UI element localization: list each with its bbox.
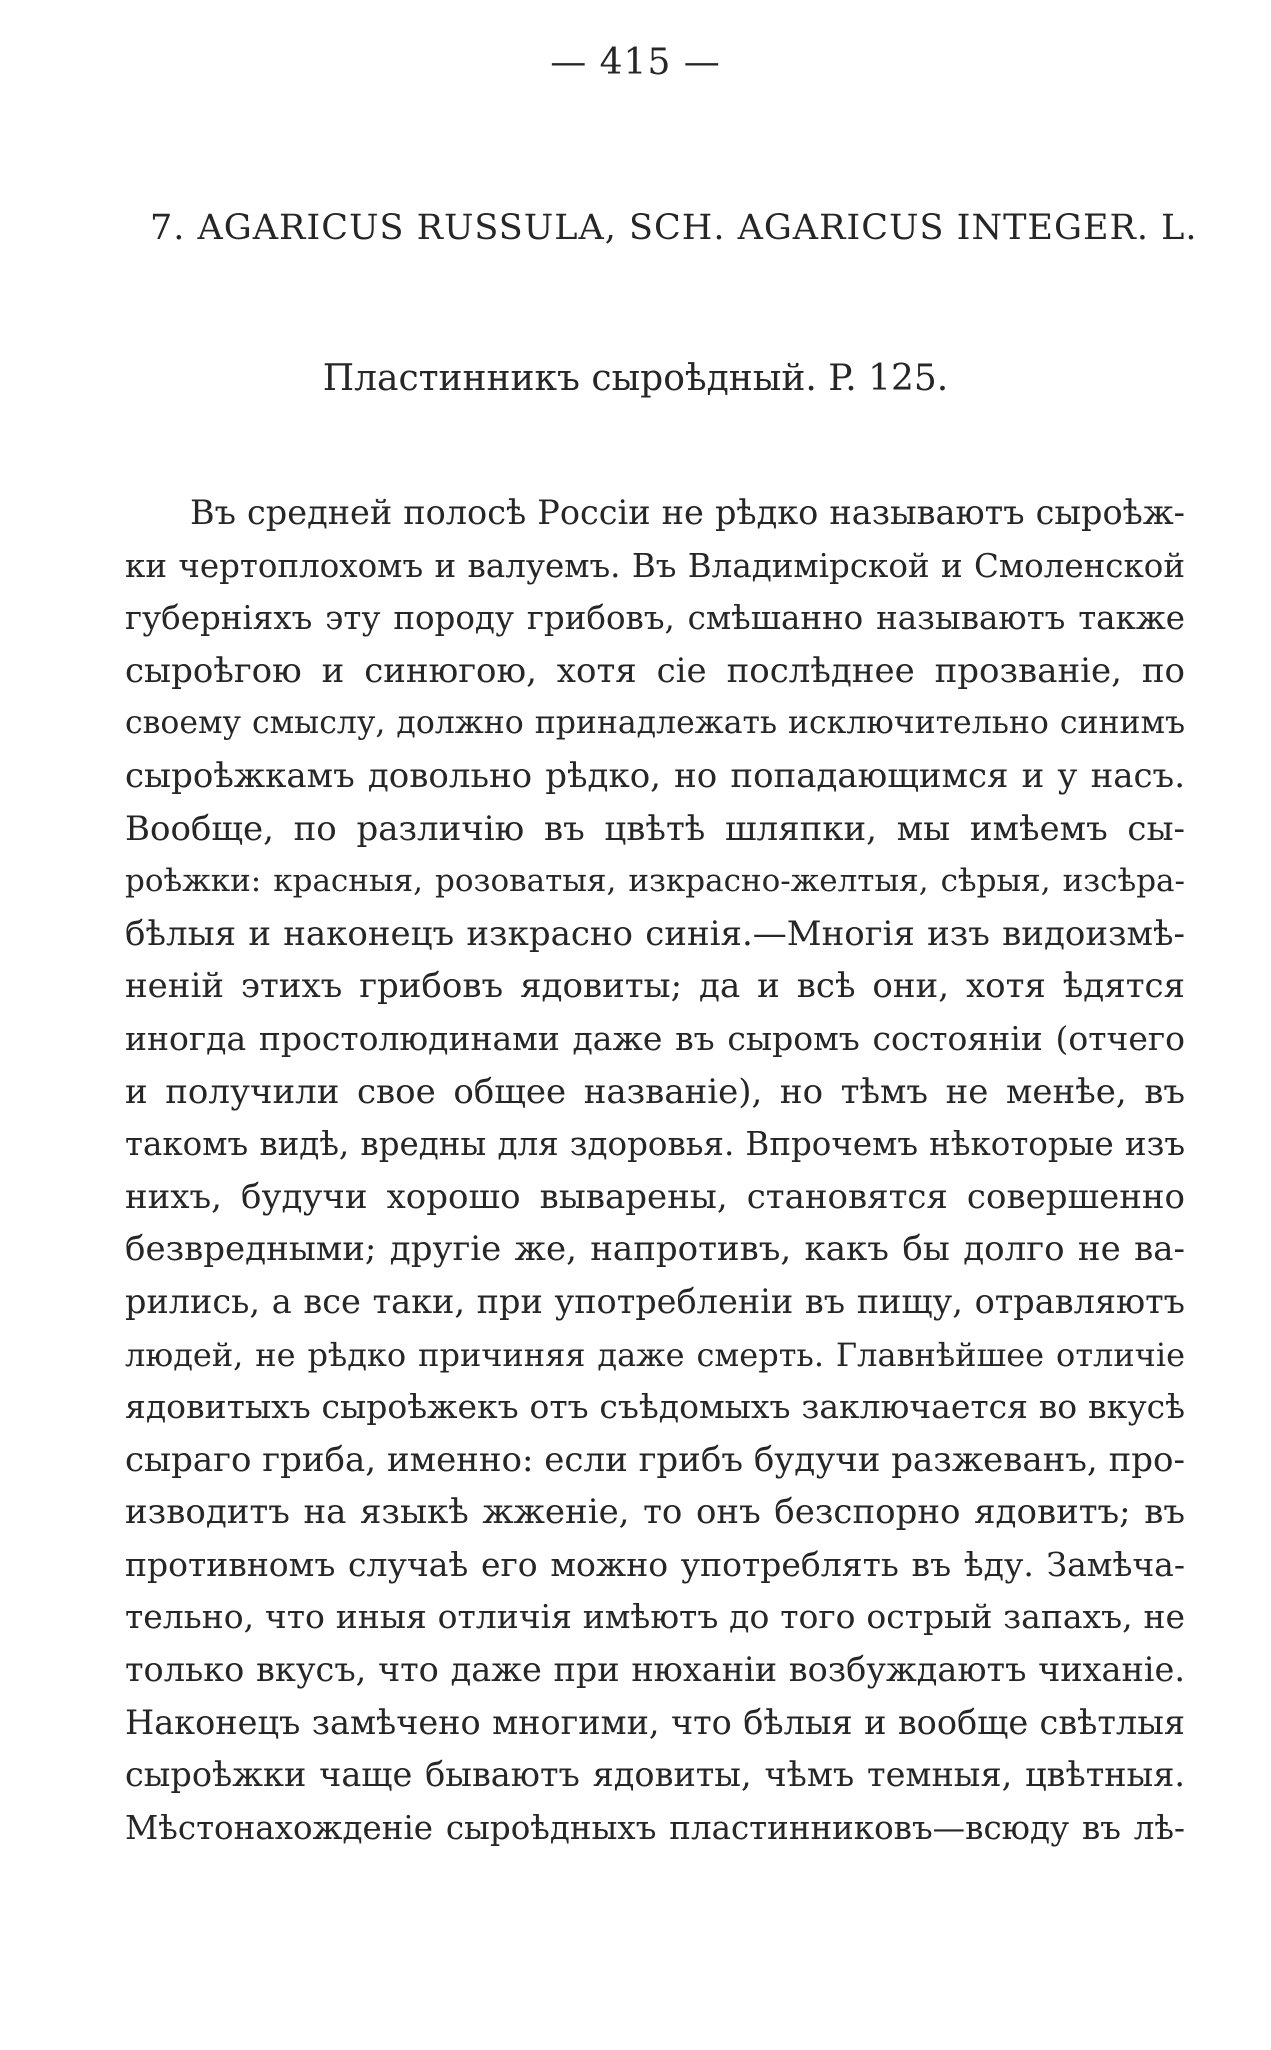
text-line: Наконецъ замѣчено многими, что бѣлыя и вообще свѣтлыя [125, 1702, 1185, 1742]
text-line: рились, а все таки, при употребленіи въ пищу, отравляютъ [125, 1281, 1185, 1321]
text-line: нихъ, будучи хорошо выварены, становятся совершенно [125, 1176, 1185, 1217]
text-line: своему смыслу, должно принадлежать исключительно синимъ [125, 705, 1185, 742]
text-line: сыроѣжки чаще бываютъ ядовиты, чѣмъ темныя, цвѣтныя. [125, 1755, 1185, 1795]
text-line: Вообще, по различію въ цвѣтѣ шляпки, мы имѣемъ сы- [125, 808, 1185, 849]
russian-title: Пластинникъ сыроѣдный. P. 125. [322, 358, 949, 399]
text-line: Мѣстонахожденіе сыроѣдныхъ пластинниковъ—всюду въ лѣ- [125, 1808, 1185, 1847]
text-line: безвредными; другіе же, напротивъ, какъ бы долго не ва- [125, 1229, 1185, 1270]
body-text [125, 487, 1185, 1854]
latin-title: 7. AGARICUS RUSSULA, SCH. AGARICUS INTEGER. L. [150, 208, 1198, 248]
text-line: людей, не рѣдко причиняя даже смерть. Главнѣйшее отличіе [125, 1335, 1185, 1374]
text-line: сыраго гриба, именно: если грибъ будучи разжеванъ, про- [125, 1439, 1185, 1480]
text-line: ки чертоплохомъ и валуемъ. Въ Владимірской и Смоленской [125, 546, 1185, 585]
text-line: неній этихъ грибовъ ядовиты; да и всѣ они, хотя ѣдятся [125, 966, 1185, 1007]
text-line: ядовитыхъ сыроѣжекъ отъ съѣдомыхъ заключается во вкусѣ [125, 1387, 1185, 1427]
text-line: и получили свое общее названіе), но тѣмъ не менѣе, въ [125, 1071, 1185, 1112]
text-line: губерніяхъ эту породу грибовъ, смѣшанно называютъ также [125, 599, 1185, 638]
text-line: изводитъ на языкѣ жженіе, то онъ безспорно ядовитъ; въ [125, 1492, 1185, 1533]
text-line: такомъ видѣ, вредны для здоровья. Впрочемъ нѣкоторые изъ [125, 1125, 1185, 1164]
page-number: — 415 — [550, 42, 721, 83]
text-line: только вкусъ, что даже при нюханіи возбуждаютъ чиханіе. [125, 1650, 1185, 1690]
text-line: тельно, что иныя отличія имѣютъ до того острый запахъ, не [125, 1597, 1185, 1637]
text-line: противномъ случаѣ его можно употреблять въ ѣду. Замѣча- [125, 1544, 1185, 1584]
text-line: сыроѣгою и синюгою, хотя сіе послѣднее прозваніе, по [125, 650, 1185, 691]
text-line: Въ средней полосѣ Россіи не рѣдко называютъ сыроѣж- [190, 493, 1185, 532]
text-line: иногда простолюдинами даже въ сыромъ состояніи (отчего [125, 1018, 1185, 1058]
text-line: роѣжки: красныя, розоватыя, изкрасно-желтыя, сѣрыя, изсѣра- [125, 863, 1185, 900]
text-line: сыроѣжкамъ довольно рѣдко, но попадающимся и у насъ. [125, 755, 1185, 796]
text-line: бѣлыя и наконецъ изкрасно синія.—Многія изъ видоизмѣ- [125, 913, 1185, 954]
